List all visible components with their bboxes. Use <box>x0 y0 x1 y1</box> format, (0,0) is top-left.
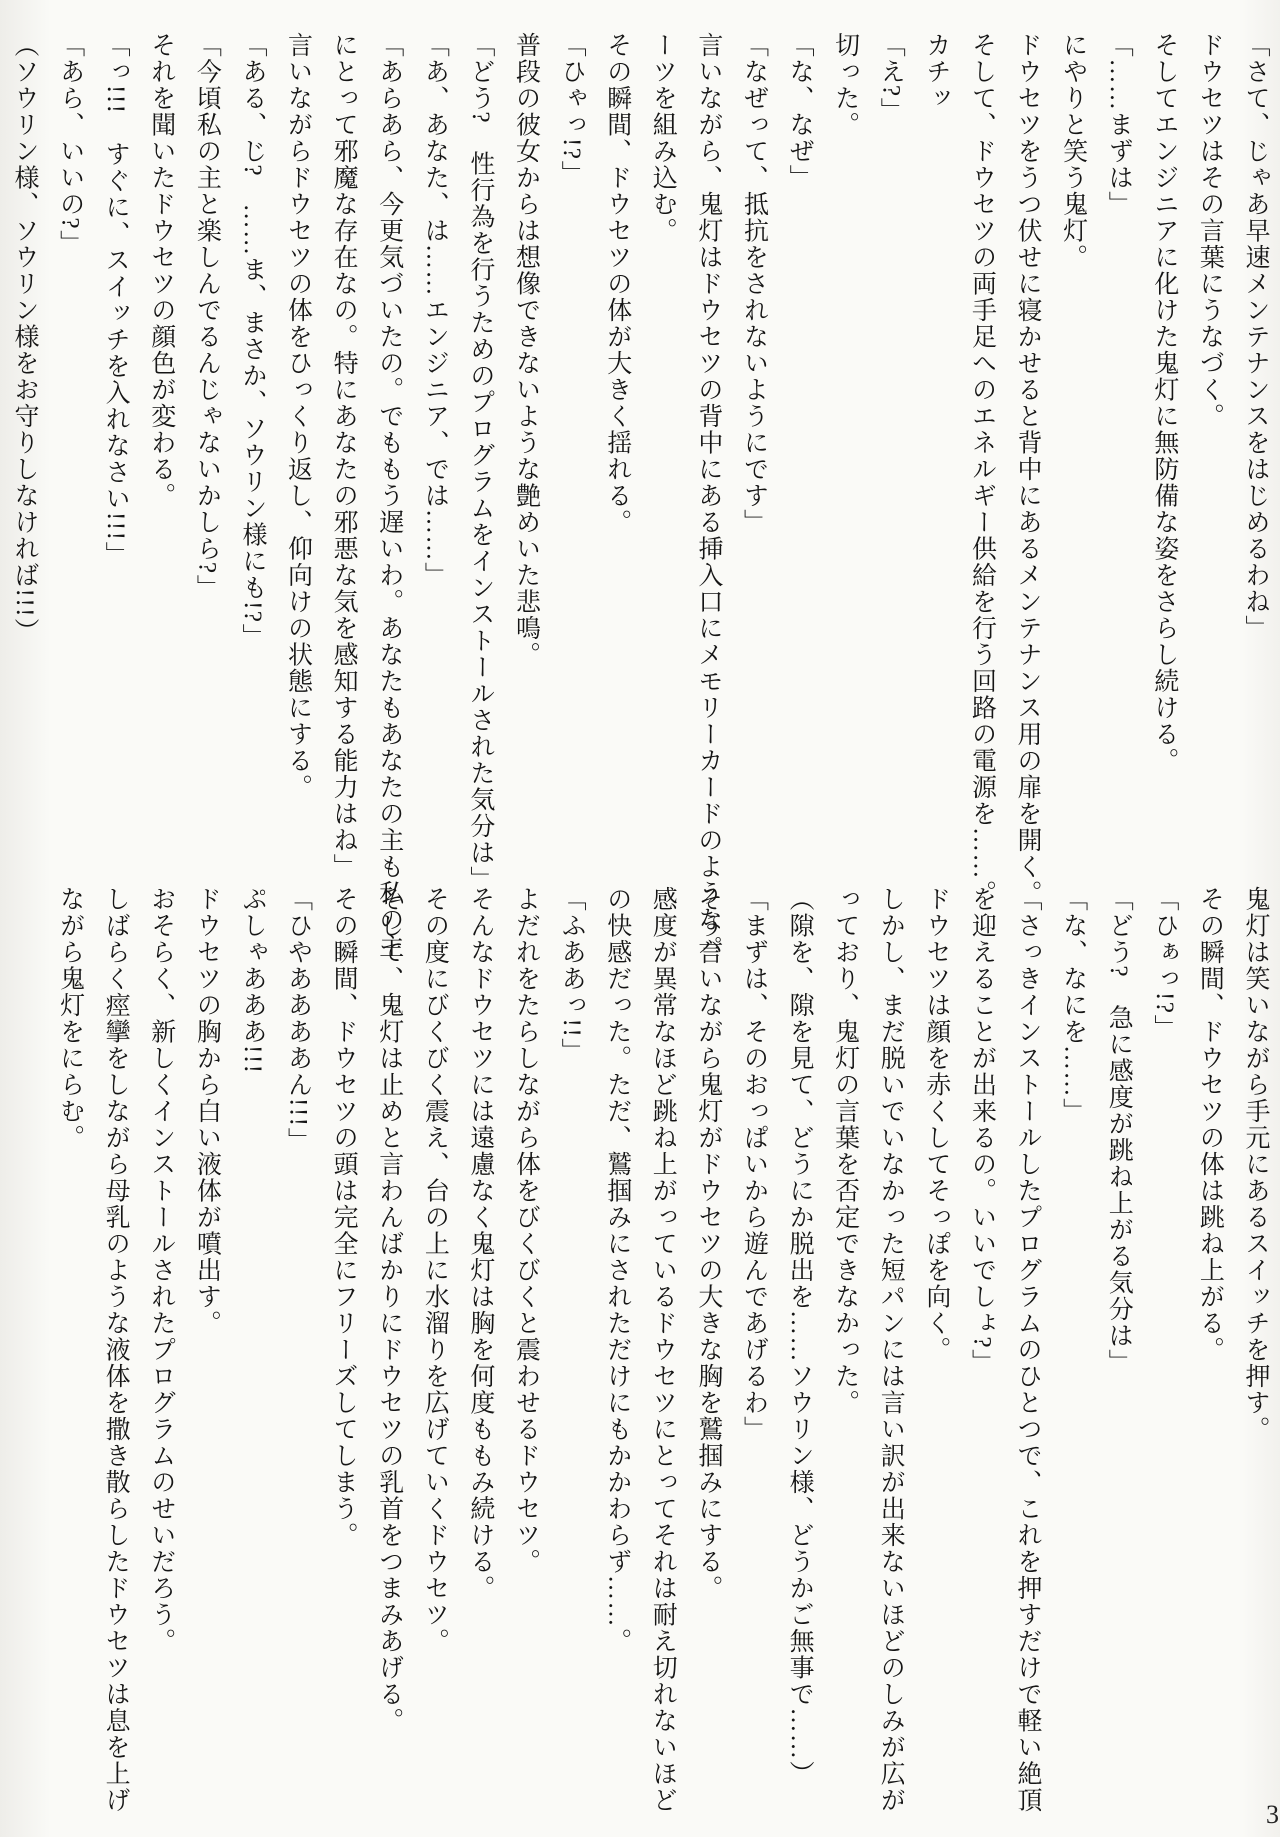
text-line: ドウセツは顔を赤くしてそっぽを向く。 <box>922 886 950 1363</box>
text-line: 「な、なにを……」 <box>1059 886 1087 1125</box>
text-block-bottom <box>47 886 1278 1814</box>
text-line: 「な、なぜ」 <box>786 32 814 191</box>
text-line: 「どう? 性行為を行うためのプログラムをインストールされた気分は」 <box>466 32 494 893</box>
text-line: っており、鬼灯の言葉を否定できなかった。 <box>831 886 859 1416</box>
text-line: 「……まずは」 <box>1105 32 1133 218</box>
text-line: 「あ、あなた、は……エンジニア、では……」 <box>421 32 449 589</box>
page-number: 3 <box>1266 1800 1279 1829</box>
text-line: そしてエンジニアに化けた鬼灯に無防備な姿をさらし続ける。 <box>1150 32 1178 774</box>
text-line: 「さて、じゃあ早速メンテナンスをはじめるわね」 <box>1242 32 1269 642</box>
text-line: 言いながら、鬼灯はドウセツの背中にある挿入口にメモリーカードのようなパ <box>694 32 722 960</box>
text-line: 「今頃私の主と楽しんでるんじゃないかしら?」 <box>193 32 221 602</box>
text-line: 「あら、いいの?」 <box>56 32 84 257</box>
text-line: その瞬間、ドウセツの体が大きく揺れる。 <box>603 32 631 536</box>
text-line: 「っ!!! すぐに、スイッチを入れなさい!!!」 <box>102 32 130 568</box>
text-line: 「どう? 急に感度が跳ね上がる気分は」 <box>1105 886 1133 1376</box>
text-line: 「ふああっ!!」 <box>558 886 586 1065</box>
text-line: 感度が異常なほど跳ね上がっているドウセツにとってそれは耐え切れないほど <box>649 886 677 1814</box>
text-line: その瞬間、ドウセツの頭は完全にフリーズしてしまう。 <box>330 886 358 1549</box>
text-line: おそらく、新しくインストールされたプログラムのせいだろう。 <box>147 886 175 1655</box>
text-line: 「ひやああああん!!!」 <box>284 886 312 1154</box>
text-line: （隙を、隙を見て、どうにか脱出を……ソウリン様、どうかご無事で……） <box>786 886 814 1787</box>
text-line: そして、鬼灯は止めと言わんばかりにドウセツの乳首をつまみあげる。 <box>375 886 403 1734</box>
text-line: ドウセツの胸から白い液体が噴出す。 <box>193 886 221 1337</box>
text-line: 言いながらドウセツの体をひっくり返し、仰向けの状態にする。 <box>284 32 312 801</box>
text-line: ーツを組み込む。 <box>649 32 677 244</box>
text-line: 普段の彼女からは想像できないような艶めいた悲鳴。 <box>512 32 540 668</box>
text-line: 切った。 <box>831 32 859 138</box>
text-line: ドウセツをうつ伏せに寝かせると背中にあるメンテナンス用の扉を開く。 <box>1014 32 1042 907</box>
text-line: そんなドウセツには遠慮なく鬼灯は胸を何度ももみ続ける。 <box>466 886 494 1602</box>
text-line: にとって邪魔な存在なの。特にあなたの邪悪な気を感知する能力はね」 <box>330 32 358 880</box>
text-line: にやりと笑う鬼灯。 <box>1059 32 1087 271</box>
text-line: その度にびくびく震え、台の上に水溜りを広げていくドウセツ。 <box>421 886 449 1655</box>
text-line: そう言いながら鬼灯がドウセツの大きな胸を鷲掴みにする。 <box>694 886 722 1602</box>
text-line: （ソウリン様、ソウリン様をお守りしなければ!!!） <box>10 32 38 645</box>
text-line: の快感だった。ただ、鷲掴みにされただけにもかかわらず……。 <box>603 886 631 1655</box>
text-line: その瞬間、ドウセツの体は跳ね上がる。 <box>1196 886 1224 1363</box>
text-line: よだれをたらしながら体をびくびくと震わせるドウセツ。 <box>512 886 540 1575</box>
text-line: ドウセツはその言葉にうなづく。 <box>1196 32 1224 430</box>
text-line: ぷしゃあああ!!! <box>238 886 266 1075</box>
text-line: しばらく痙攣をしながら母乳のような液体を撒き散らしたドウセツは息を上げ <box>102 886 130 1814</box>
text-line: 「ひゃっ!?」 <box>558 32 586 187</box>
text-line: カチッ <box>922 32 950 112</box>
text-line: そして、ドウセツの両手足へのエネルギー供給を行う回路の電源を……。 <box>968 32 996 907</box>
text-line: を迎えることが出来るの。いいでしょ?」 <box>968 886 996 1376</box>
text-line: 「ある、じ? ……ま、まさか、ソウリン様にも!?」 <box>238 32 266 651</box>
text-line: しかし、まだ脱いでいなかった短パンには言い訳が出来ないほどのしみが広が <box>877 886 905 1814</box>
text-line: 「ひぁっ!?」 <box>1150 886 1178 1041</box>
text-line: それを聞いたドウセツの顔色が変わる。 <box>147 32 175 509</box>
text-line: 「まずは、そのおっぱいから遊んであげるわ」 <box>740 886 768 1443</box>
text-line: 「あらあら、今更気づいたの。でももう遅いわ。あなたもあなたの主も私の主 <box>375 32 403 960</box>
text-line: 「さっきインストールしたプログラムのひとつで、これを押すだけで軽い絶頂 <box>1014 886 1042 1814</box>
text-line: 「なぜって、抵抗をされないようにです」 <box>740 32 768 536</box>
text-line: ながら鬼灯をにらむ。 <box>56 886 84 1151</box>
text-block-top <box>1 32 1278 960</box>
text-line: 鬼灯は笑いながら手元にあるスイッチを押す。 <box>1242 886 1269 1443</box>
text-line: 「え?」 <box>877 32 905 125</box>
